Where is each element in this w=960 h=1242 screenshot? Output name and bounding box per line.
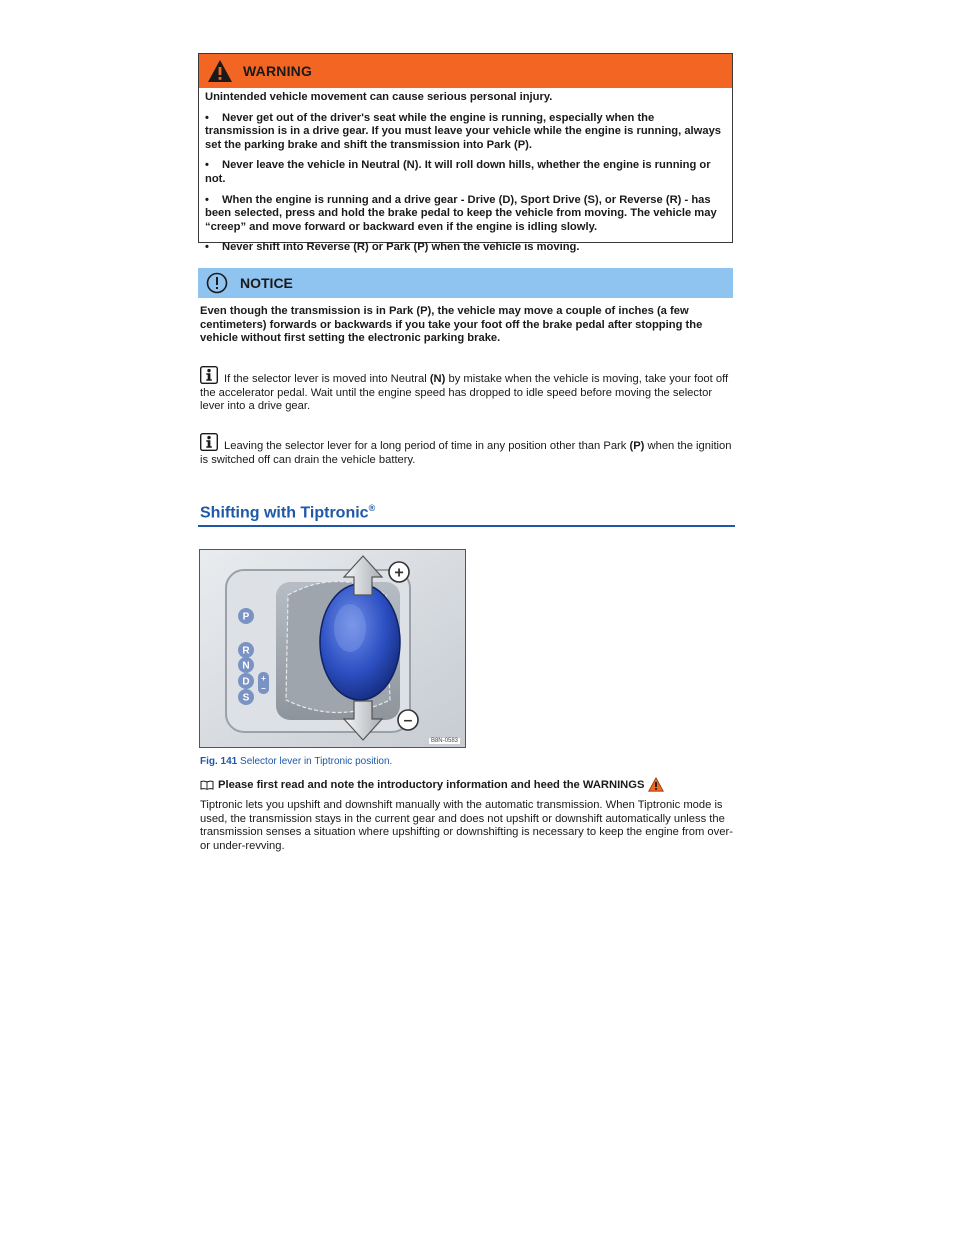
info-icon <box>200 433 218 451</box>
bullet: • <box>205 111 209 124</box>
warning-box <box>198 53 733 254</box>
warning-item: • Never get out of the driver's seat while the engine is running, especially when the transmission is in a drive gear. If you must leave your vehicle while the engine is running, always set the parking brake and shift the transmission into Park (P). <box>205 111 722 151</box>
selector-lever-illustration <box>200 550 465 747</box>
bullet: • <box>205 241 209 254</box>
bullet: • <box>205 159 209 172</box>
info-note: If the selector lever is moved into Neutral (N) by mistake when the vehicle is moving, take your foot off the accelerator pedal. Wait until the engine speed has dropped to idle speed before moving the selector lever into a drive gear. <box>200 366 732 414</box>
warning-triangle-icon <box>207 59 233 83</box>
warning-lead: Unintended vehicle movement can cause serious personal injury. <box>205 91 553 103</box>
tiptronic-paragraph: Tiptronic lets you upshift and downshift manually with the automatic transmission. When Tiptronic mode is used, the transmission stays in the current gear and does not upshift or downshift automatically unless the transmission senses a situation where upshifting or downshifting is necessary to keep the engine from over- or under-revving. <box>200 799 733 852</box>
gear-minus: – <box>261 684 266 693</box>
book-icon <box>200 780 214 790</box>
warning-item: • Never leave the vehicle in Neutral (N). It will roll down hills, whether the engine is running or not. <box>205 159 711 185</box>
warning-item: • Never shift into Reverse (R) or Park (P) when the vehicle is moving. <box>205 241 580 254</box>
section-divider <box>198 525 735 527</box>
notice-text: Even though the transmission is in Park (P), the vehicle may move a couple of inches (a few centimeters) forwards or backwards if you take your foot off the brake pedal after stopping the vehicle without first setting the electronic parking brake. <box>200 305 703 345</box>
figure-code: B8N-0583 <box>430 738 458 744</box>
minus-symbol: – <box>403 712 413 729</box>
warning-triangle-icon <box>648 777 664 792</box>
gear-p: P <box>242 611 250 623</box>
exclamation-circle-icon <box>206 272 228 294</box>
gear-d: D <box>242 676 250 688</box>
gear-s: S <box>242 692 250 704</box>
selector-lever-figure <box>199 549 466 748</box>
warning-body <box>205 91 724 262</box>
warning-header <box>199 54 732 88</box>
info-note: Leaving the selector lever for a long period of time in any position other than Park (P) when the ignition is switched off can drain the vehicle battery. <box>200 433 732 467</box>
gear-r: R <box>242 645 250 657</box>
notice-title: NOTICE <box>240 275 293 291</box>
gear-n: N <box>242 660 250 672</box>
plus-symbol: + <box>394 564 404 582</box>
warning-title: WARNING <box>243 63 313 79</box>
info-icon <box>200 366 218 384</box>
intro-instruction: Please first read and note the introductory information and heed the WARNINGS <box>200 777 664 792</box>
gear-plus: + <box>261 674 266 683</box>
figure-caption: Fig. 141 Selector lever in Tiptronic position. <box>200 756 393 767</box>
notice-header <box>198 268 733 298</box>
section-heading: Shifting with Tiptronic® <box>200 503 376 522</box>
bullet: • <box>205 193 209 206</box>
warning-item: • When the engine is running and a drive gear - Drive (D), Sport Drive (S), or Reverse (R) - has been selected, press and hold the brake pedal to keep the vehicle from moving. The vehicle may “creep” and move forward or backward even if the engine is idling slowly. <box>205 193 717 233</box>
